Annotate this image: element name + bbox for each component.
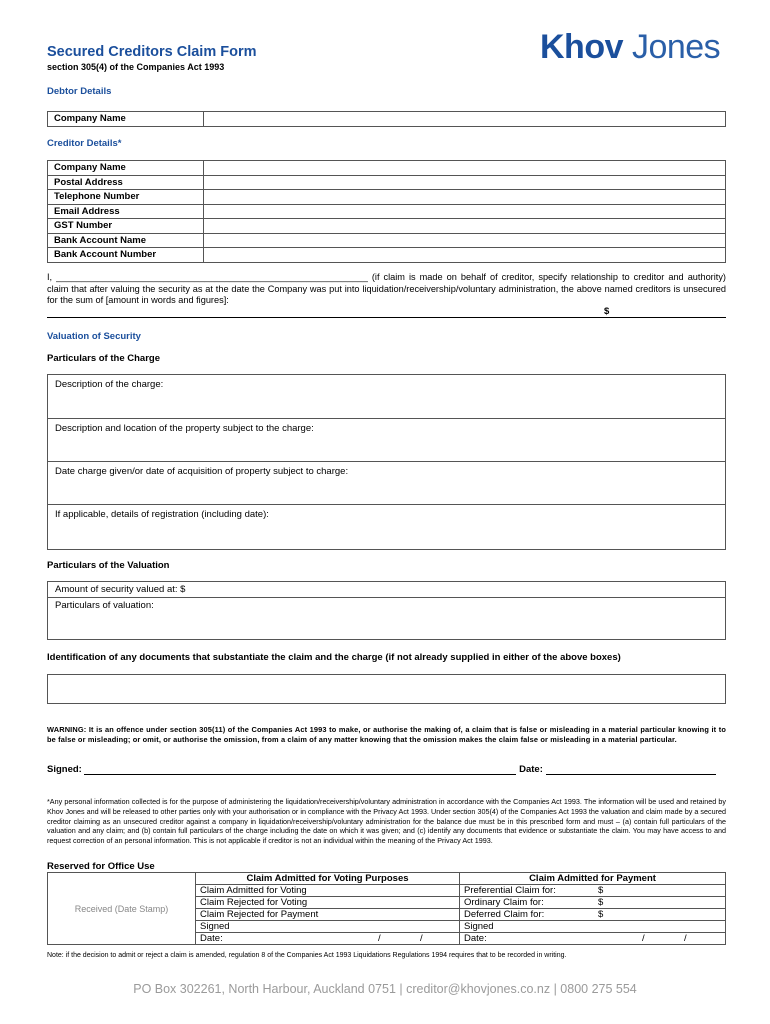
property-location-field[interactable] <box>48 419 725 462</box>
creditor-table <box>47 160 726 263</box>
row-label: Claim Rejected for Voting <box>200 897 308 908</box>
creditor-heading: Creditor Details* <box>47 138 122 149</box>
date-label: Date: <box>519 764 543 775</box>
voting-date-row[interactable] <box>196 933 460 945</box>
logo-part-1: Khov <box>540 28 623 66</box>
charge-description-field[interactable] <box>48 375 725 419</box>
row-label: Date: <box>200 933 223 944</box>
warning-text: WARNING: It is an offence under section 305(11) of the Companies Act 1993 to make, or authorise the making of, a claim that is false or misleading in a material particular knowing it to be false or misleading; or omit, or authorise the omission, from a claim of any matter knowing that the omission makes the claim false or misleading in a material particular. <box>47 725 726 744</box>
row-label: Date: <box>464 933 487 944</box>
creditor-row-label: Telephone Number <box>48 190 204 205</box>
form-subtitle: section 305(4) of the Companies Act 1993 <box>47 62 225 72</box>
dollar-sign: $ <box>598 897 604 908</box>
row-label: Signed <box>464 921 494 932</box>
creditor-gst-field[interactable] <box>204 219 726 234</box>
voting-row[interactable] <box>196 897 460 909</box>
creditor-row-label: Company Name <box>48 161 204 176</box>
declaration-text: I, _____________________________________________________________ (if claim is made on behalf of creditor, specify relationship to creditor and authority) claim that after valuing the security as at the date the Company was put into liquidation/receivership/voluntary administration, the above named creditors is unsecured for the sum of [amount in words and figures]: <box>47 272 726 305</box>
field-label: Particulars of valuation: <box>55 600 154 611</box>
creditor-email-field[interactable] <box>204 204 726 219</box>
date-slash: / <box>684 933 687 944</box>
logo-part-2: Jones <box>631 28 721 66</box>
table-row <box>48 190 726 205</box>
voting-row[interactable] <box>196 885 460 897</box>
debtor-heading: Debtor Details <box>47 86 112 97</box>
row-label: Claim Rejected for Payment <box>200 909 319 920</box>
privacy-text: *Any personal information collected is for the purpose of administering the liquidation/receivership/voluntary administration in accordance with the Companies Act 1993. The information will be used and retained by Khov Jones and will be released to other parties only with your authorisation or in compliance with the Privacy Act 1993. Under section 305(4) of the Companies Act 1993 the valuation and claim made by a secured creditor claiming as an unsecured creditor against a company in liquidation/receivership/voluntary administration for the balance due must be in this prescribed form and must – (a) contain full particulars of the valuation and any claim; and (b) contain full particulars of the charge including the date on which it was given; and (c) identify any documents that evidence or substantiate the claim. You may have access to and request correction of an personal information. This is not applicable if creditor is not an individual within the meaning of the Privacy Act 1993. <box>47 797 726 846</box>
field-label: Amount of security valued at: $ <box>55 584 186 595</box>
payment-row[interactable] <box>460 921 726 933</box>
valuation-amount-field[interactable] <box>48 582 725 598</box>
row-label: Ordinary Claim for: <box>464 897 544 908</box>
payment-row[interactable] <box>460 885 726 897</box>
row-label: Claim Admitted for Voting <box>200 885 307 896</box>
dollar-sign: $ <box>598 909 604 920</box>
table-row <box>48 219 726 234</box>
signature-row <box>47 764 716 775</box>
creditor-company-name-field[interactable] <box>204 161 726 176</box>
creditor-row-label: Email Address <box>48 204 204 219</box>
date-stamp-cell: Received (Date Stamp) <box>48 873 196 945</box>
creditor-row-label: Postal Address <box>48 175 204 190</box>
company-logo <box>540 28 720 67</box>
field-label: Description and location of the property subject to the charge: <box>55 423 314 434</box>
creditor-bank-account-name-field[interactable] <box>204 233 726 248</box>
field-label: If applicable, details of registration (including date): <box>55 509 269 520</box>
table-row <box>48 233 726 248</box>
amount-dollar-sign: $ <box>604 306 610 317</box>
signature-line[interactable] <box>84 765 516 775</box>
charge-heading: Particulars of the Charge <box>47 353 160 364</box>
valuation-heading: Valuation of Security <box>47 331 141 342</box>
row-label: Deferred Claim for: <box>464 909 545 920</box>
creditor-telephone-field[interactable] <box>204 190 726 205</box>
creditor-postal-address-field[interactable] <box>204 175 726 190</box>
charge-date-field[interactable] <box>48 462 725 505</box>
valuation-particulars-heading: Particulars of the Valuation <box>47 560 170 571</box>
registration-details-field[interactable] <box>48 505 725 549</box>
creditor-bank-account-number-field[interactable] <box>204 248 726 263</box>
debtor-company-name-label: Company Name <box>48 112 204 127</box>
voting-row[interactable] <box>196 909 460 921</box>
valuation-particulars-field[interactable] <box>48 598 725 639</box>
table-row <box>48 161 726 176</box>
table-row <box>48 248 726 263</box>
amount-line[interactable] <box>47 306 726 318</box>
form-title: Secured Creditors Claim Form <box>47 44 257 60</box>
date-slash: / <box>420 933 423 944</box>
signature-date-line[interactable] <box>546 765 716 775</box>
row-label: Signed <box>200 921 230 932</box>
table-row <box>48 204 726 219</box>
table-row <box>48 112 726 127</box>
documents-field[interactable] <box>47 674 726 704</box>
signed-label: Signed: <box>47 764 82 775</box>
documents-heading: Identification of any documents that substantiate the claim and the charge (if not already supplied in either of the above boxes) <box>47 652 621 663</box>
date-slash: / <box>378 933 381 944</box>
dollar-sign: $ <box>598 885 604 896</box>
amendment-note: Note: if the decision to admit or reject a claim is amended, regulation 8 of the Companies Act 1993 Liquidations Regulations 1994 requires that to be recorded in writing. <box>47 952 567 959</box>
footer-contact: PO Box 302261, North Harbour, Auckland 0751 | creditor@khovjones.co.nz | 0800 275 554 <box>133 982 637 996</box>
payment-date-row[interactable] <box>460 933 726 945</box>
debtor-company-name-field[interactable] <box>204 112 726 127</box>
voting-heading: Claim Admitted for Voting Purposes <box>196 873 460 885</box>
office-use-table <box>47 872 726 945</box>
creditor-row-label: GST Number <box>48 219 204 234</box>
payment-heading: Claim Admitted for Payment <box>460 873 726 885</box>
field-label: Description of the charge: <box>55 379 164 390</box>
table-row <box>48 873 726 885</box>
debtor-table <box>47 111 726 127</box>
valuation-box <box>47 581 726 640</box>
field-label: Date charge given/or date of acquisition of property subject to charge: <box>55 466 349 477</box>
creditor-row-label: Bank Account Number <box>48 248 204 263</box>
table-row <box>48 175 726 190</box>
office-use-heading: Reserved for Office Use <box>47 861 155 872</box>
payment-row[interactable] <box>460 897 726 909</box>
date-slash: / <box>642 933 645 944</box>
row-label: Preferential Claim for: <box>464 885 556 896</box>
charge-box <box>47 374 726 550</box>
voting-row[interactable] <box>196 921 460 933</box>
creditor-row-label: Bank Account Name <box>48 233 204 248</box>
payment-row[interactable] <box>460 909 726 921</box>
